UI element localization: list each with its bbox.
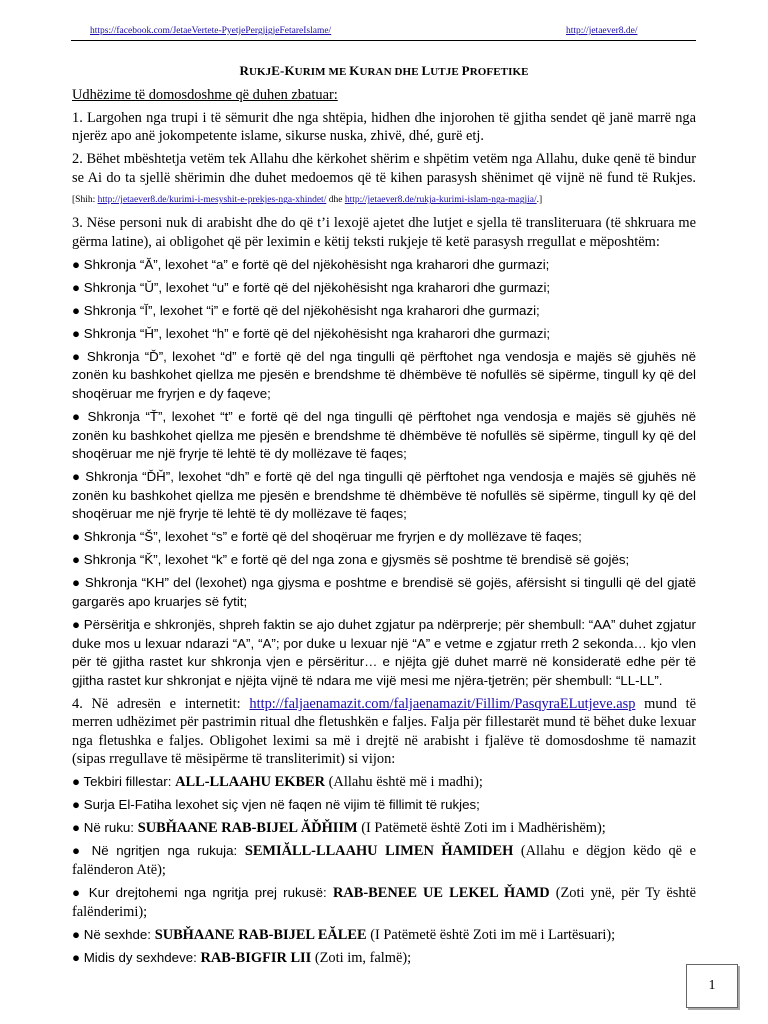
bullet-item: ● Shkronja “Ď”, lexohet “d” e fortë që del nga tingulli që përftohet nga vendosja e majës së gjuhës në zonën ku bashkohet qiellza me pjesën e brendshme të dhëmbëve të nofullës së sipërme, tingull ky që del shoqëruar me fryrjen e dy faqeve; bbox=[72, 348, 696, 402]
bullet-item: ● Shkronja “Ŭ”, lexohet “u” e fortë që del njëkohësisht nga kraharori dhe gurmazi; bbox=[72, 279, 551, 295]
bullet-item: ● Shkronja “Ť”, lexohet “t” e fortë që del nga tingulli që përftohet nga vendosja e majës së gjuhës në zonën ku bashkohet qiellza me pjesën e brendshme të dhëmbëve të nofullës së sipërme, tingull ky që del shoqëruar me një fryrje të lehtë të dy mollëzave të faqes; bbox=[72, 409, 696, 462]
bullet-item: ● Shkronja “ĎȞ”, lexohet “dh” e fortë që del nga tingulli që përftohet nga vendosja e majës së gjuhës në zonën ku bashkohet qiellza me pjesën e brendshme të dhëmbëve të nofullës së sipërme, tingull ky që del shoqëruar me një fryrje të lehtë të dy mollëzave të faqes; bbox=[72, 469, 696, 522]
bullet-item: ● Shkronja “Ǩ”, lexohet “k” e fortë që del nga zona e gjysmës së poshtme të brendisë së gojës; bbox=[72, 552, 630, 568]
header-website-link[interactable]: http://jetaever8.de/ bbox=[566, 26, 638, 36]
document-title: RUKJE-KURIM ME KURAN DHE LUTJE PROFETIKE bbox=[239, 63, 529, 78]
page-number: 1 bbox=[686, 964, 738, 1008]
bullet-item: ● Shkronja “Ȟ”, lexohet “h” e fortë që del njëkohësisht nga kraharori dhe gurmazi; bbox=[72, 325, 551, 341]
paragraph-4: 4. Në adresën e internetit: http://faljaenamazit.com/faljaenamazit/Fillim/PasqyraELutjeve.asp mund të merren udhëzimet për pastrimin ritual dhe fletushkën e faljes. Falja për fillestarët mund të bëhet duke lexuar nga fletushka e faljes. Obligohet leximi sa më i drejtë në arabisht i fjalëve të domosdoshme të namazit (sipas rregullave të mësipërme të transliterimit) si vijon: bbox=[72, 695, 696, 768]
paragraph-1: 1. Largohen nga trupi i të sëmurit dhe nga shtëpia, hidhen dhe injorohen të gjitha sendet që janë marrë nga njerëz apo anë jokompetente islame, sikurse nuska, zhivë, dhé, gurë etj. bbox=[72, 109, 696, 145]
bullet-item: ● Shkronja “Ă”, lexohet “a” e fortë që del njëkohësisht nga kraharori dhe gurmazi; bbox=[72, 256, 550, 272]
magjia-article-link[interactable]: http://jetaever8.de/rukja-kurimi-islam-nga-magjia/ bbox=[344, 195, 537, 206]
faljaenamazit-link[interactable]: http://faljaenamazit.com/faljaenamazit/Fillim/PasqyraELutjeve.asp bbox=[249, 695, 636, 712]
prayer-item: ● Surja El-Fatiha lexohet siç vjen në faqen në vijim të fillimit të rukjes; bbox=[72, 797, 480, 813]
paragraph-2: 2. Bëhet mbështetja vetëm tek Allahu dhe kërkohet shërim e shpëtim vetëm nga Allahu, duke qenë të bindur se Ai do ta sjellë shërimin dhe duhet medoemos që të kihen parasysh shënimet që vijnë në fund të Rukjes. [Shih: http://jetaever8.de/kurimi-i-mesyshit-e-prekjes-nga-xhindet/ dhe http://jetaever8.de/rukja-kurimi-islam-nga-magjia/.] bbox=[72, 151, 696, 206]
prayer-item: ● Kur drejtohemi nga ngritja prej rukusë: RAB-BENEE UE LEKEL ȞAMD (Zoti ynë, për Ty është falënderimi); bbox=[72, 884, 696, 920]
prayer-item: ● Në sexhde: SUBȞAANE RAB-BIJEL EĂLEE (I Patëmetë është Zoti im më i Lartësuari); bbox=[72, 926, 616, 943]
mesysh-article-link[interactable]: http://jetaever8.de/kurimi-i-mesyshit-e-prekjes-nga-xhindet/ bbox=[97, 195, 327, 206]
header-divider bbox=[71, 40, 696, 41]
prayer-item: ● Në ngritjen nga rukuja: SEMIĂLL-LLAAHU LIMEN ȞAMIDEH (Allahu e dëgjon këdo që e falënderon Atë); bbox=[72, 843, 696, 878]
bullet-item: ● Shkronja “KH” del (lexohet) nga gjysma e poshtme e brendisë së gojës, afërsisht si tingulli që del gjatë gargarës apo kruarjes së fytit; bbox=[72, 575, 696, 609]
prayer-item: ● Tekbiri fillestar: ALL-LLAAHU EKBER (Allahu është më i madhi); bbox=[72, 774, 483, 791]
instructions-heading: Udhëzime të domosdoshme që duhen zbatuar: bbox=[72, 86, 338, 103]
paragraph-3: 3. Nëse personi nuk di arabisht dhe do që t’i lexojë ajetet dhe lutjet e sjella të transliteruara (të shkruara me gërma latine), ai obligohet që për leximin e këtij teksti rukjeje të ketë parasysh rregullat e mëposhtëm: bbox=[72, 215, 696, 250]
document-body bbox=[72, 62, 696, 972]
bullet-item: ● Përsëritja e shkronjës, shpreh faktin se ajo duhet zgjatur pa ndërprerje; për shembull: “AA” duhet zgjatur duke mos u lexuar ndarazi “A”, “A”; por duke u lexuar një “A” e vetme e zgjatur rreth 2 sekonda… kjo vlen për të gjitha rastet kur shkronja vjen e përsëritur… e njëjta gjë duhet marrë në konsideratë edhe për të gjitha rastet kur shkronjat e njëjta vijnë të ndara me vijë mesi me njëra-tjetrën; për shembull: “LL-LL”. bbox=[72, 616, 696, 688]
header-facebook-link[interactable]: https://facebook.com/JetaeVertete-PyetjePergjigjeFetareIslame/ bbox=[90, 26, 332, 36]
prayer-item: ● Në ruku: SUBȞAANE RAB-BIJEL ĂĎȞIIM (I Patëmetë është Zoti im i Madhërishëm); bbox=[72, 820, 606, 837]
prayer-item: ● Midis dy sexhdeve: RAB-BIGFIR LII (Zoti im, falmë); bbox=[72, 949, 412, 966]
bullet-item: ● Shkronja “Ĭ”, lexohet “i” e fortë që del njëkohësisht nga kraharori dhe gurmazi; bbox=[72, 302, 540, 318]
bullet-item: ● Shkronja “Š”, lexohet “s” e fortë që del shoqëruar me fryrjen e dy mollëzave të faqes; bbox=[72, 529, 582, 545]
